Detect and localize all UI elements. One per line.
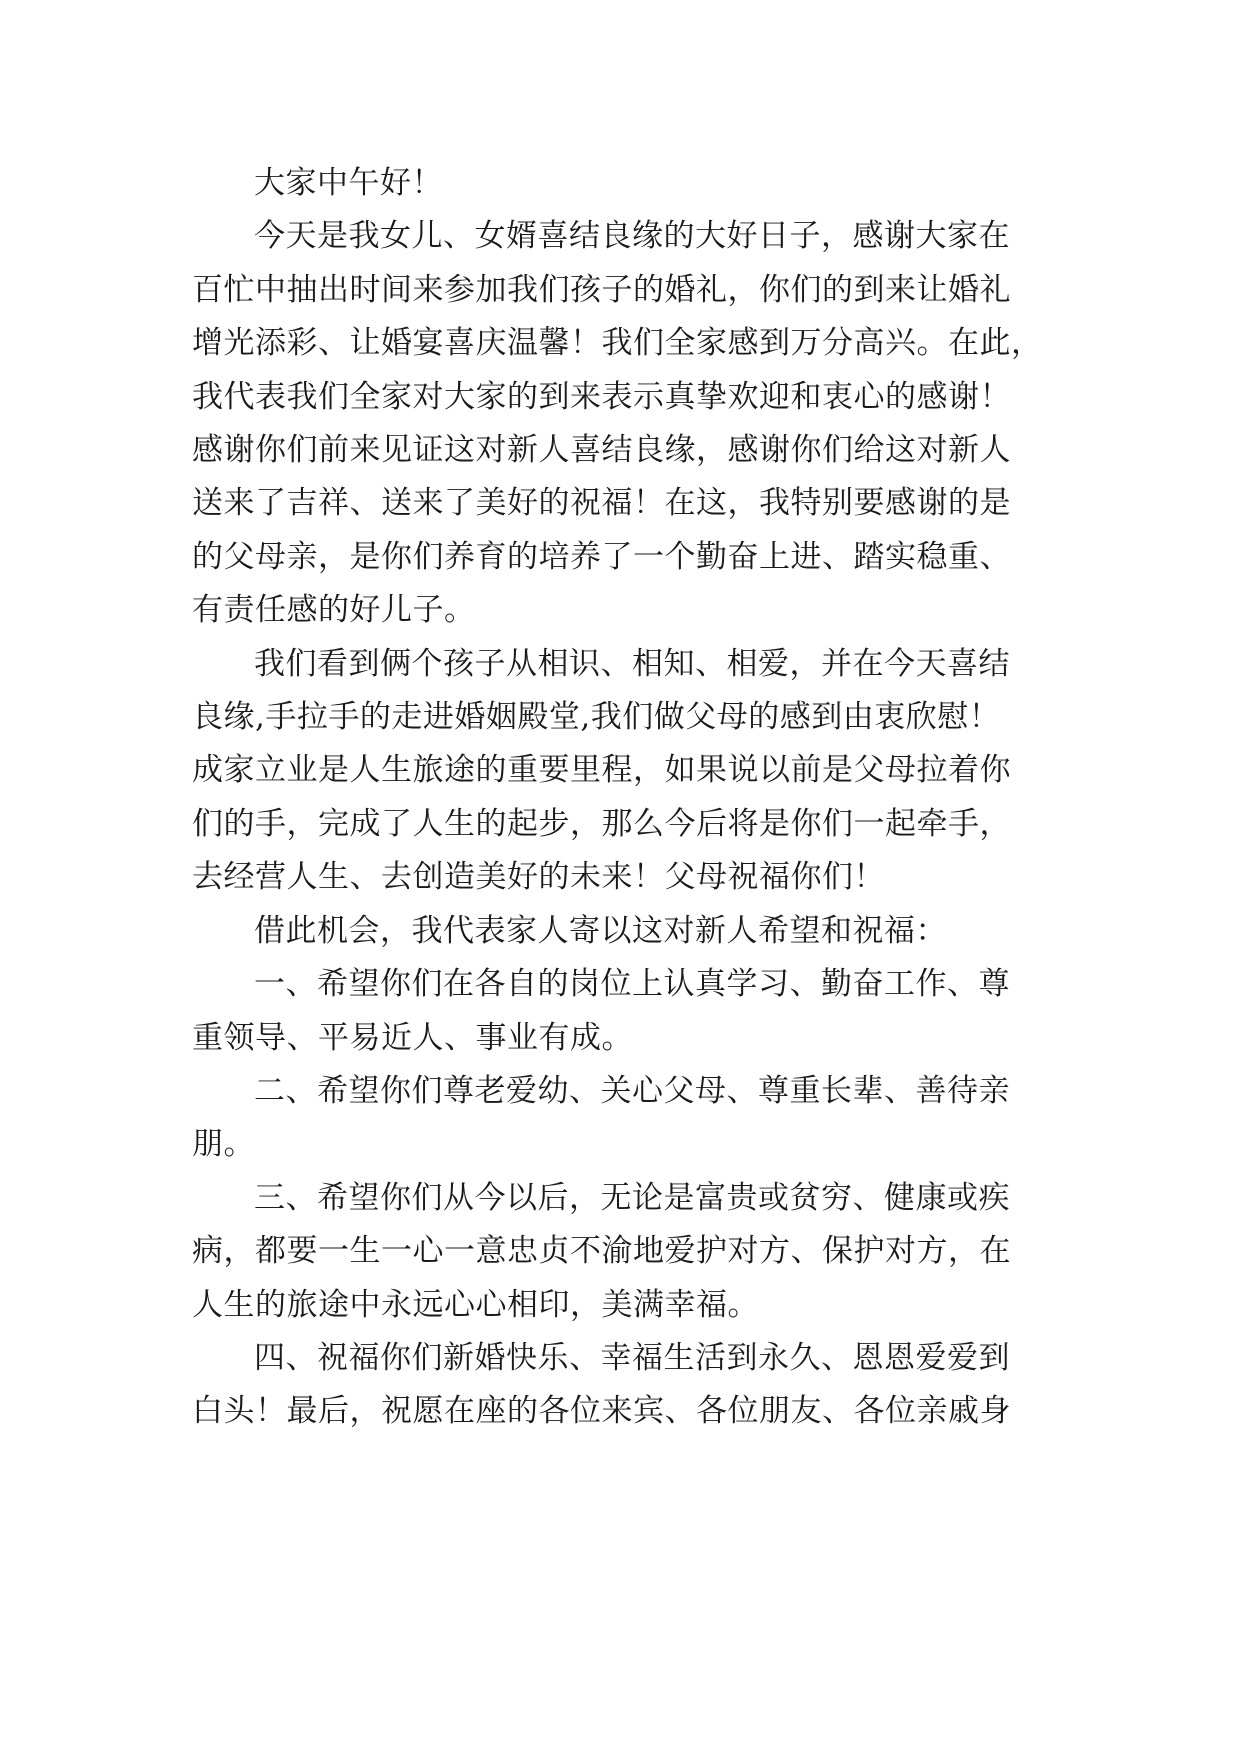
text-line: 三、希望你们从今以后，无论是富贵或贫穷、健康或疾 <box>254 1179 1010 1216</box>
text-line: 四、祝福你们新婚快乐、幸福生活到永久、恩恩爱爱到 <box>254 1339 1010 1376</box>
text-line: 大家中午好！ <box>254 165 443 201</box>
text-line: 的父母亲，是你们养育的培养了一个勤奋上进、踏实稳重、 <box>192 538 1011 575</box>
paragraph-wish-three <box>192 1172 1052 1332</box>
text-line: 病，都要一生一心一意忠贞不渝地爱护对方、保护对方，在 <box>192 1233 1011 1270</box>
paragraph-wish-two <box>192 1065 1052 1172</box>
text-line: 朋。 <box>192 1126 255 1163</box>
text-line: 成家立业是人生旅途的重要里程，如果说以前是父母拉着你 <box>192 752 1011 789</box>
text-line: 二、希望你们尊老爱幼、关心父母、尊重长辈、善待亲 <box>254 1072 1010 1109</box>
text-line: 们的手，完成了人生的起步，那么今后将是你们一起牵手， <box>192 805 1011 842</box>
text-line: 送来了吉祥、送来了美好的祝福！在这，我特别要感谢的是 <box>192 485 1011 522</box>
paragraph-greeting <box>192 157 1052 210</box>
text-line: 人生的旅途中永远心心相印，美满幸福。 <box>192 1286 759 1323</box>
text-line: 今天是我女儿、女婿喜结良缘的大好日子，感谢大家在 <box>254 218 1010 255</box>
text-line: 重领导、平易近人、事业有成。 <box>192 1019 633 1056</box>
text-line: 良缘,手拉手的走进婚姻殿堂,我们做父母的感到由衷欣慰！ <box>192 699 1001 736</box>
text-line: 一、希望你们在各自的岗位上认真学习、勤奋工作、尊 <box>254 966 1010 1003</box>
text-line: 我代表我们全家对大家的到来表示真挚欢迎和衷心的感谢！ <box>192 378 1011 415</box>
text-line: 我们看到俩个孩子从相识、相知、相爱，并在今天喜结 <box>254 645 1010 682</box>
paragraph-wish-four <box>192 1332 1052 1439</box>
paragraph-wishes-intro <box>192 905 1052 958</box>
text-line: 去经营人生、去创造美好的未来！父母祝福你们！ <box>192 859 885 896</box>
text-line: 有责任感的好儿子。 <box>192 592 476 629</box>
speech-body <box>192 157 1052 1439</box>
paragraph-couple <box>192 638 1052 905</box>
paragraph-thanks <box>192 210 1052 637</box>
text-line: 感谢你们前来见证这对新人喜结良缘，感谢你们给这对新人 <box>192 432 1011 469</box>
paragraph-wish-one <box>192 958 1052 1065</box>
text-line: 白头！最后，祝愿在座的各位来宾、各位朋友、各位亲戚身 <box>192 1393 1011 1430</box>
text-line: 百忙中抽出时间来参加我们孩子的婚礼，你们的到来让婚礼 <box>192 271 1011 308</box>
text-line: 增光添彩、让婚宴喜庆温馨！我们全家感到万分高兴。在此， <box>192 325 1043 362</box>
text-line: 借此机会，我代表家人寄以这对新人希望和祝福： <box>254 912 947 949</box>
